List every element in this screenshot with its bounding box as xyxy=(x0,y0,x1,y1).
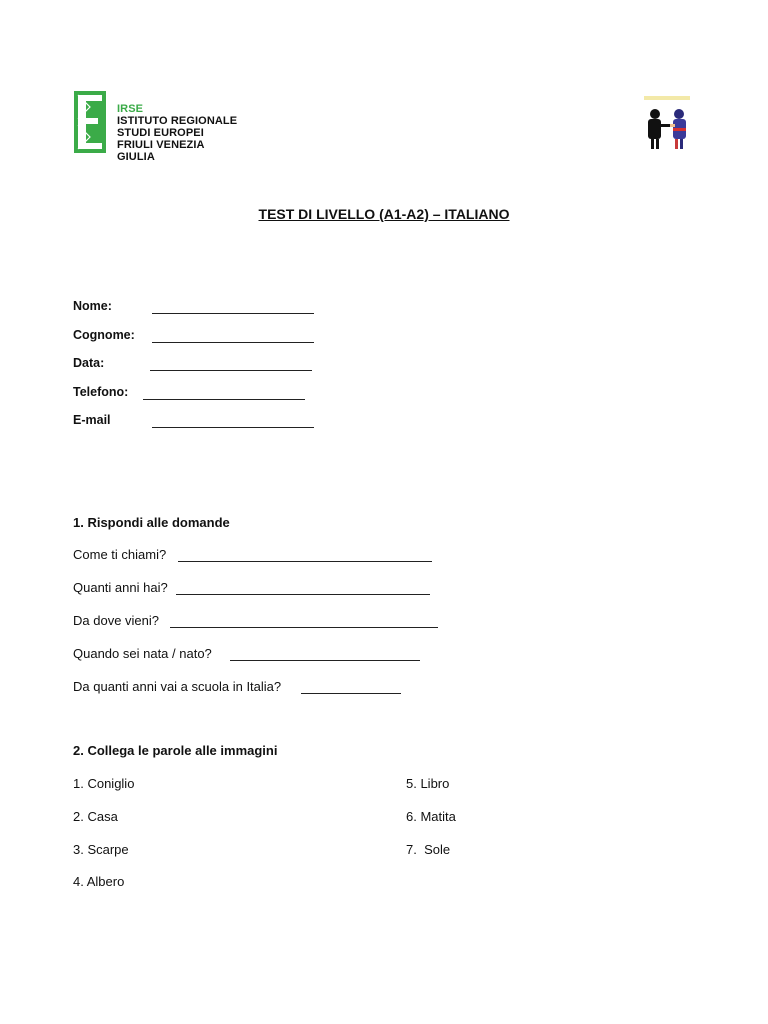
logo-line-3: FRIULI VENEZIA GIULIA xyxy=(117,139,205,163)
answer-3-blank[interactable] xyxy=(170,617,438,628)
word-item-4: 4. Albero xyxy=(73,874,125,889)
logo-line-1: ISTITUTO REGIONALE xyxy=(117,115,238,127)
answer-1-blank[interactable] xyxy=(178,551,432,562)
section1-heading: 1. Rispondi alle domande xyxy=(73,515,230,530)
logo-line-2: STUDI EUROPEI xyxy=(117,127,204,139)
logo-text xyxy=(117,103,244,163)
logo-abbr: IRSE xyxy=(117,103,144,115)
section2-heading: 2. Collega le parole alle immagini xyxy=(73,743,278,758)
word-item-6: 6. Matita xyxy=(406,809,456,824)
question-2: Quanti anni hai? xyxy=(73,580,168,595)
page-title: TEST DI LIVELLO (A1-A2) – ITALIANO xyxy=(258,206,510,222)
nome-blank[interactable] xyxy=(152,303,314,314)
word-item-7: 7. Sole xyxy=(406,842,451,857)
label-data: Data: xyxy=(73,356,105,370)
word-item-3: 3. Scarpe xyxy=(73,842,129,857)
label-nome: Nome: xyxy=(73,299,112,313)
question-1: Come ti chiami? xyxy=(73,547,167,562)
label-email: E-mail xyxy=(73,413,111,427)
word-item-1: 1. Coniglio xyxy=(73,776,135,791)
answer-4-blank[interactable] xyxy=(230,650,420,661)
telefono-blank[interactable] xyxy=(143,389,305,400)
word-item-2: 2. Casa xyxy=(73,809,118,824)
email-blank[interactable] xyxy=(152,417,314,428)
answer-2-blank[interactable] xyxy=(176,584,430,595)
question-5: Da quanti anni vai a scuola in Italia? xyxy=(73,679,282,694)
question-3: Da dove vieni? xyxy=(73,613,159,628)
people-handshake-icon xyxy=(640,90,696,154)
irse-logo-mark xyxy=(74,91,106,153)
irse-logo xyxy=(74,91,244,163)
word-item-5: 5. Libro xyxy=(406,776,450,791)
answer-5-blank[interactable] xyxy=(301,683,401,694)
question-4: Quando sei nata / nato? xyxy=(73,646,212,661)
data-blank[interactable] xyxy=(150,360,312,371)
label-telefono: Telefono: xyxy=(73,385,129,399)
cognome-blank[interactable] xyxy=(152,332,314,343)
label-cognome: Cognome: xyxy=(73,328,135,342)
